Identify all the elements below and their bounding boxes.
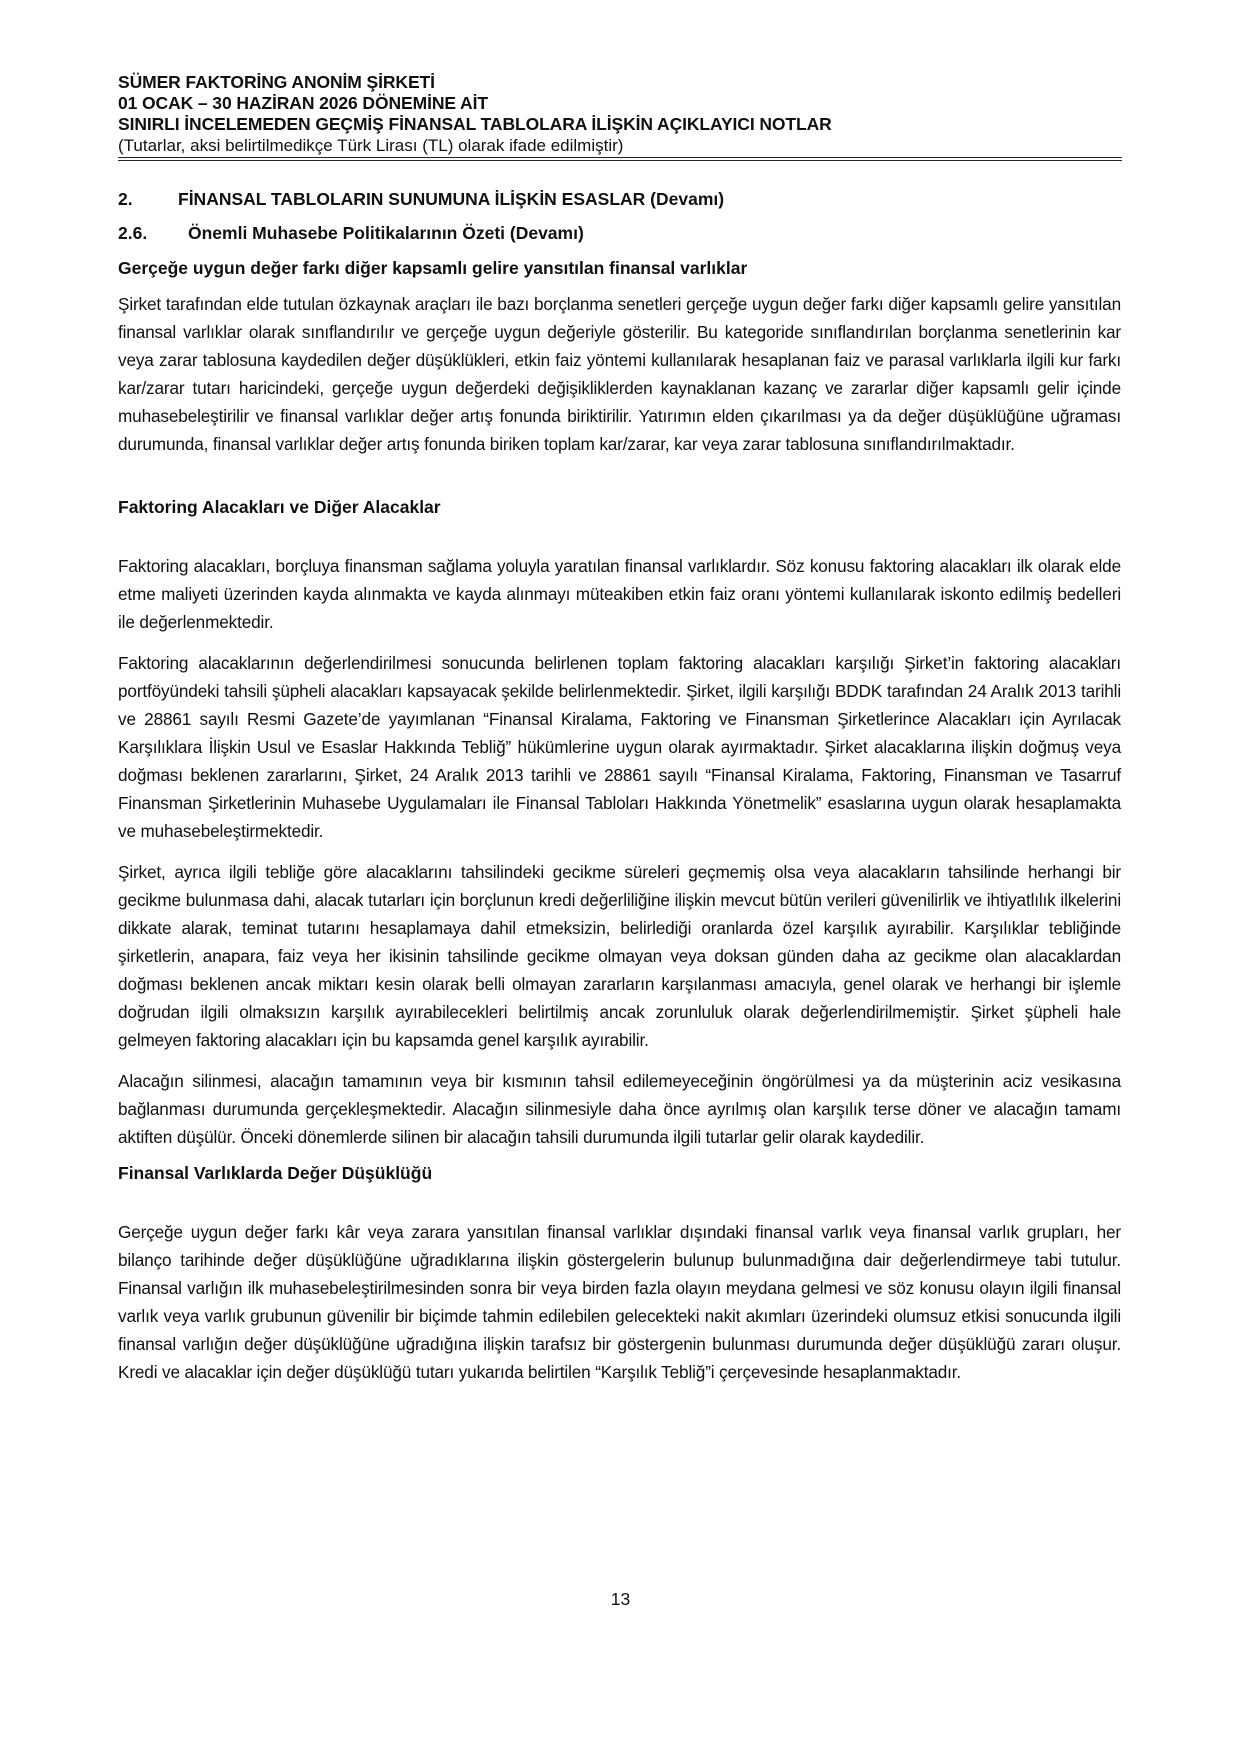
paragraph-impairment: Gerçeğe uygun değer farkı kâr veya zarara yansıtılan finansal varlıklar dışındaki finansal varlık veya finansal varlık grupları, her bilanço tarihinde değer düşüklüğüne uğradıklarına ilişkin göstergelerin bulunup bulunmadığına dair değerlendirmeye tabi tutulur. Finansal varlığın ilk muhasebeleştirilmesinden sonra bir veya birden fazla olayın meydana gelmesi ve söz konusu olayın ilgili finansal varlık veya varlık grubunun güvenilir bir biçimde tahmin edilebilen gelecekteki nakit akımları üzerindeki olumsuz etkisi sonucunda ilgili finansal varlığın değer düşüklüğüne uğradığına ilişkin tarafsız bir göstergenin bulunması durumunda değer düşüklüğü zararı oluşur. Kredi ve alacaklar için değer düşüklüğü tutarı yukarıda belirtilen “Karşılık Tebliğ”i çerçevesinde hesaplanmaktadır. [118, 1222, 1121, 1382]
paragraph-factoring-2: Faktoring alacaklarının değerlendirilmesi sonucunda belirlenen toplam faktoring alacakları karşılığı Şirket’in faktoring alacakları portföyündeki tahsili şüpheli alacakları kapsayacak şekilde belirlenmektedir. Şirket, ilgili karşılığı BDDK tarafından 24 Aralık 2013 tarihli ve 28861 sayılı Resmi Gazete’de yayımlanan “Finansal Kiralama, Faktoring ve Finansman Şirketlerince Alacakları için Ayrılacak Karşılıklara İlişkin Usul ve Esaslar Hakkında Tebliğ” hükümlerine uygun olarak ayırmaktadır. Şirket alacaklarına ilişkin doğmuş veya doğması beklenen zararlarını, Şirket, 24 Aralık 2013 tarihli ve 28861 sayılı “Finansal Kiralama, Faktoring, Finansman ve Tasarruf Finansman Şirketlerinin Muhasebe Uygulamaları ile Finansal Tabloları Hakkında Yönetmelik” esaslarına uygun olarak hesaplamakta ve muhasebeleştirmektedir. [118, 653, 1121, 841]
page-number: 13 [610, 1589, 631, 1609]
company-name: SÜMER FAKTORİNG ANONİM ŞİRKETİ [118, 72, 435, 92]
heading-factoring-receivables: Faktoring Alacakları ve Diğer Alacaklar [118, 497, 441, 517]
header-rule-top [118, 157, 1122, 158]
paragraph-factoring-1: Faktoring alacakları, borçluya finansman sağlama yoluyla yaratılan finansal varlıklardır. Söz konusu faktoring alacakları ilk olarak elde etme maliyeti üzerinden kayda alınmakta ve kayda alınmayı müteakiben etkin faiz oranı yöntemi kullanılarak iskonto edilmiş bedelleri ile değerlenmektedir. [118, 556, 1121, 632]
section-heading [118, 188, 1122, 210]
subsection-number: 2.6. [118, 223, 148, 243]
subsection-heading [118, 222, 1121, 244]
section-number: 2. [118, 189, 133, 209]
paragraph-factoring-4: Alacağın silinmesi, alacağın tamamının veya bir kısmının tahsil edilemeyeceğinin öngörülmesi ya da müşterinin aciz vesikasına bağlanması durumunda gerçekleşmektedir. Alacağın silinmesiyle daha önce ayrılmış olan karşılık terse döner ve alacağın tamamı aktiften düşülür. Önceki dönemlerde silinen bir alacağın tahsili durumunda ilgili tutarlar gelir olarak kaydedilir. [118, 1071, 1121, 1147]
subsection-title: Önemli Muhasebe Politikalarının Özeti (Devamı) [188, 223, 584, 243]
report-period: 01 OCAK – 30 HAZİRAN 2026 DÖNEMİNE AİT [118, 93, 488, 113]
paragraph-fvoci: Şirket tarafından elde tutulan özkaynak araçları ile bazı borçlanma senetleri gerçeğe uygun değer farkı diğer kapsamlı gelire yansıtılan finansal varlıklar olarak sınıflandırılır ve gerçeğe uygun değeriyle gösterilir. Bu kategoride sınıflandırılan borçlanma senetlerinin kar veya zarar tablosuna kaydedilen değer düşüklükleri, etkin faiz yöntemi kullanılarak hesaplanan faiz ve parasal varlıklarla ilgili kur farkı kar/zarar tutarı haricindeki, gerçeğe uygun değerdeki değişikliklerden kaynaklanan kazanç ve zararlar diğer kapsamlı gelir içinde muhasebeleştirilir ve finansal varlıklar değer artış fonunda biriktirilir. Yatırımın elden çıkarılması ya da değer düşüklüğüne uğraması durumunda, finansal varlıklar değer artış fonunda biriken toplam kar/zarar, kar veya zarar tablosuna sınıflandırılmaktadır. [118, 294, 1121, 454]
paragraph-factoring-3: Şirket, ayrıca ilgili tebliğe göre alacaklarını tahsilindeki gecikme süreleri geçmemiş olsa veya alacakların tahsilinde herhangi bir gecikme bulunmasa dahi, alacak tutarları için borçlunun kredi değerliliğine ilişkin mevcut bütün verileri güvenilirlik ve ihtiyatlılık ilkelerini dikkate alarak, teminat tutarını hesaplamaya dahil etmeksizin, belirlediği oranlarda özel karşılık ayırabilir. Karşılıklar tebliğinde şirketlerin, anapara, faiz veya her ikisinin tahsilinde gecikme olmayan veya doksan günden daha az gecikme olan alacaklardan doğması beklenen ancak miktarı kesin olarak belli olmayan zararların karşılanması amacıyla, genel olarak ve herhangi bir işlemle doğrudan ilgili olmaksızın karşılık ayırabilecekleri belirtilmiş ancak zorunluluk olarak değerlendirilmemiştir. Şirket şüpheli hale gelmeyen faktoring alacakları için bu kapsamda genel karşılık ayırabilir. [118, 862, 1121, 1050]
heading-fvoci-assets: Gerçeğe uygun değer farkı diğer kapsamlı gelire yansıtılan finansal varlıklar [118, 258, 748, 278]
header-rule-bottom [118, 160, 1122, 161]
report-title: SINIRLI İNCELEMEDEN GEÇMİŞ FİNANSAL TABLOLARA İLİŞKİN AÇIKLAYICI NOTLAR [118, 114, 832, 134]
currency-note: (Tutarlar, aksi belirtilmedikçe Türk Lirası (TL) olarak ifade edilmiştir) [118, 136, 624, 155]
heading-impairment: Finansal Varlıklarda Değer Düşüklüğü [118, 1163, 433, 1183]
report-header [118, 72, 1108, 156]
section-title: FİNANSAL TABLOLARIN SUNUMUNA İLİŞKİN ESASLAR (Devamı) [178, 189, 725, 209]
document-body [118, 222, 1121, 1386]
